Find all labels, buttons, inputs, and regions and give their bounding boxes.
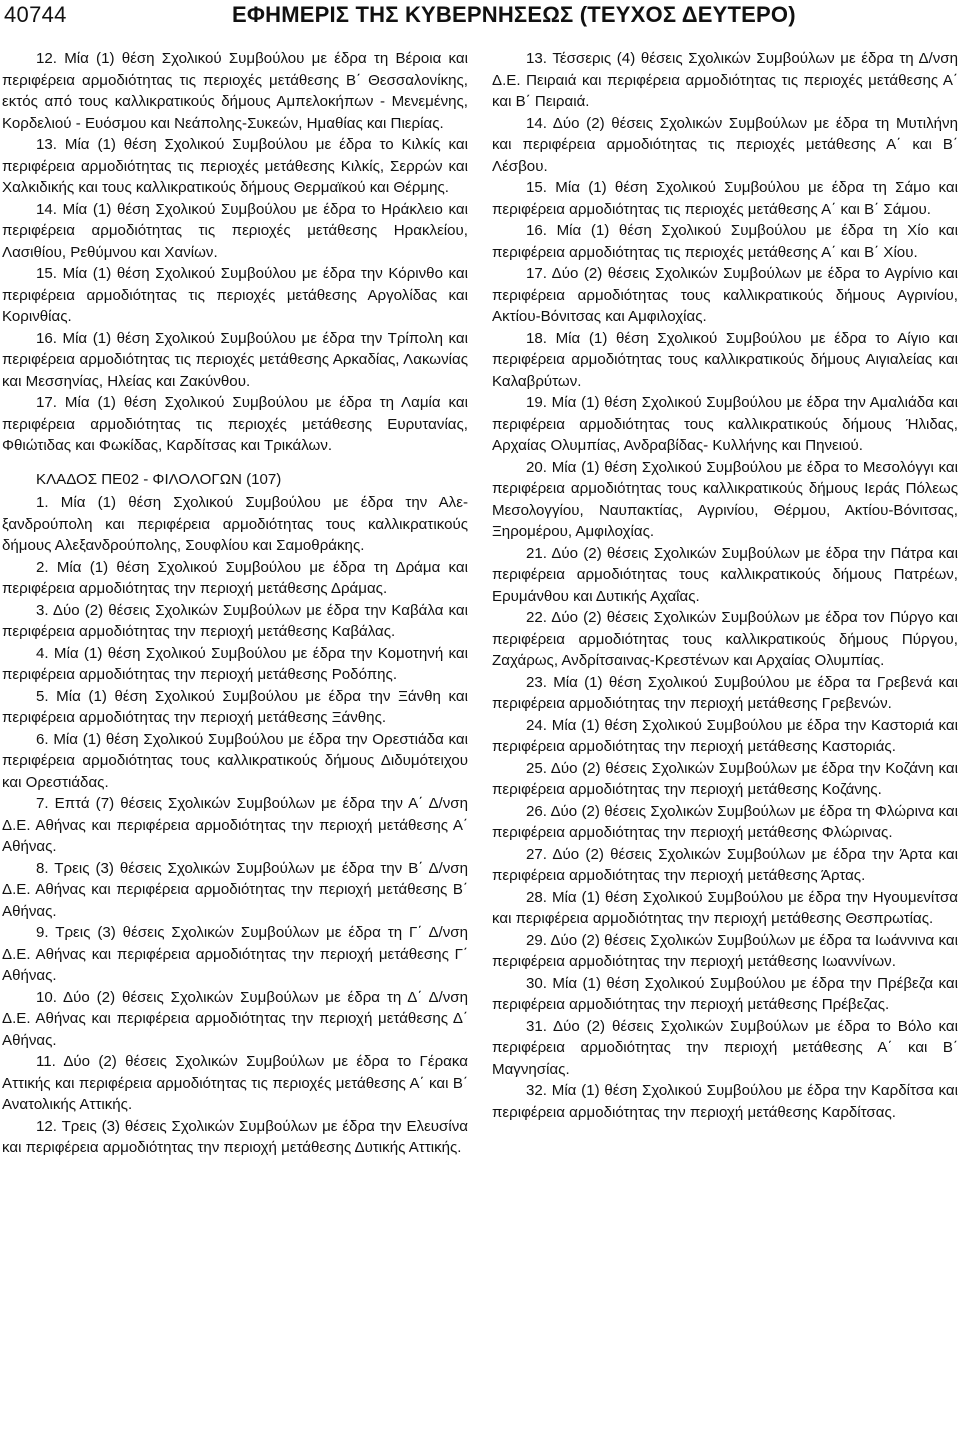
paragraph: 17. Μία (1) θέση Σχολικού Συμβούλου με έδρα τη Λαμία και περιφέρεια αρμοδιότητας τις περιοχές μετάθεσης Ευρυτανίας, Φθιώτιδας και Φωκίδας, Καρδίτσας και Τρικάλων. [2,394,468,454]
paragraph: 7. Επτά (7) θέσεις Σχολικών Συμβούλων με έδρα την Α΄ Δ/νση Δ.Ε. Αθήνας και περιφέρεια αρμοδιότητας την περιοχή μετάθεσης Α΄ Αθήνας. [2,795,468,855]
paragraph: 15. Μία (1) θέση Σχολικού Συμβούλου με έδρα την Κόρινθο και περιφέρεια αρμοδιότητας τις περιοχές μετάθεσης Αργολίδας και Κορινθίας. [2,265,468,325]
left-column [2,48,468,1159]
section-heading: ΚΛΑΔΟΣ ΠΕ02 ‑ ΦΙΛΟΛΟΓΩΝ (107) [36,470,282,488]
paragraph: 3. Δύο (2) θέσεις Σχολικών Συμβούλων με έδρα την Καβάλα και περιφέρεια αρμοδιότητας την περιοχή μετάθεσης Καβάλας. [2,601,468,640]
paragraph: 31. Δύο (2) θέσεις Σχολικών Συμβούλων με έδρα το Βόλο και περιφέρεια αρμοδιότητας την περιοχή μετάθεσης Α΄ και Β΄ Μαγνησίας. [492,1017,958,1078]
paragraph: 29. Δύο (2) θέσεις Σχολικών Συμβούλων με έδρα τα Ιωάννινα και περιφέρεια αρμοδιότητας την περιοχή μετάθεσης Ιωαννίνων. [492,931,958,970]
paragraph: 9. Τρεις (3) θέσεις Σχολικών Συμβούλων με έδρα τη Γ΄ Δ/νση Δ.Ε. Αθήνας και περιφέρεια αρμοδιότητας την περιοχή μετάθεσης Γ΄ Αθήνας. [2,924,468,984]
paragraph: 6. Μία (1) θέση Σχολικού Συμβούλου με έδρα την Ορεστιάδα και περιφέρεια αρμοδιότητας τους καλλικρατικούς δήμους Διδυμότειχου και Ορεστιάδας. [2,730,468,791]
paragraph: 2. Μία (1) θέση Σχολικού Συμβούλου με έδρα τη Δράμα και περιφέρεια αρμοδιότητας την περιοχή μετάθεσης Δράμας. [2,558,468,597]
paragraph: 18. Μία (1) θέση Σχολικού Συμβούλου με έδρα το Αίγιο και περιφέρεια αρμοδιότητας τους καλλικρατικούς δήμους Αιγιαλείας και Καλαβρύτων. [492,329,958,390]
paragraph: 26. Δύο (2) θέσεις Σχολικών Συμβούλων με έδρα τη Φλώρινα και περιφέρεια αρμοδιότητας την περιοχή μετάθεσης Φλώρινας. [492,802,958,841]
paragraph: 23. Μία (1) θέση Σχολικού Συμβούλου με έδρα τα Γρεβενά και περιφέρεια αρμοδιότητας την περιοχή μετάθεσης Γρεβενών. [492,673,958,712]
gazette-title: ΕΦΗΜΕΡΙΣ ΤΗΣ ΚΥΒΕΡΝΗΣΕΩΣ (ΤΕΥΧΟΣ ΔΕΥΤΕΡΟ) [232,2,796,27]
paragraph: 30. Μία (1) θέση Σχολικού Συμβούλου με έδρα την Πρέβεζα και περιφέρεια αρμοδιότητας την περιοχή μετάθεσης Πρέβεζας. [492,974,958,1013]
paragraph: 5. Μία (1) θέση Σχολικού Συμβούλου με έδρα την Ξάνθη και περιφέρεια αρμοδιότητας την περιοχή μετάθεσης Ξάνθης. [2,687,468,726]
paragraph: 12. Μία (1) θέση Σχολικού Συμβούλου με έδρα τη Βέροια και περιφέρεια αρμοδιότητας τις περιοχές μετάθεσης Β΄ Θεσσαλονίκης, εκτός από τους καλλικρατικούς δήμους Αμπελοκήπων ‑ Μενεμένης, Κορδελιού ‑ Ευόσμου και Νεάπολης‑Συκεών, Ημαθίας και Πιερίας. [2,50,468,132]
paragraph: 16. Μία (1) θέση Σχολικού Συμβούλου με έδρα τη Χίο και περιφέρεια αρμοδιότητας τις περιοχές μετάθεσης Α΄ και Β΄ Χίου. [492,222,958,261]
paragraph: 10. Δύο (2) θέσεις Σχολικών Συμβούλων με έδρα τη Δ΄ Δ/νση Δ.Ε. Αθήνας και περιφέρεια αρμοδιότητας την περιοχή μετάθεσης Δ΄ Αθήνας. [2,988,468,1049]
paragraph: 27. Δύο (2) θέσεις Σχολικών Συμβούλων με έδρα την Άρτα και περιφέρεια αρμοδιότητας την περιοχή μετάθεσης Άρτας. [492,845,958,884]
paragraph: 16. Μία (1) θέση Σχολικού Συμβούλου με έδρα την Τρίπολη και περιφέρεια αρμοδιότητας τις περιοχές μετάθεσης Αρκαδίας, Λακωνίας και Μεσσηνίας, Ηλείας και Ζακύνθου. [2,329,468,390]
paragraph: 13. Μία (1) θέση Σχολικού Συμβούλου με έδρα το Κιλκίς και περιφέρεια αρμοδιότητας τις περιοχές μετάθεσης Κιλκίς, Σερρών και Χαλκιδικής και τους καλλικρατικούς δήμους Θερμαϊκού και Θέρμης. [2,136,468,196]
right-column [492,48,958,1123]
paragraph: 14. Δύο (2) θέσεις Σχολικών Συμβούλων με έδρα τη Μυτιλήνη και περιφέρεια αρμοδιότητας τις περιοχές μετάθεσης Α΄ και Β΄ Λέσβου. [492,114,958,175]
paragraph: 12. Τρεις (3) θέσεις Σχολικών Συμβούλων με έδρα την Ελευσίνα και περιφέρεια αρμοδιότητας την περιοχή μετάθεσης Δυτικής Αττικής. [2,1117,468,1156]
paragraph: 25. Δύο (2) θέσεις Σχολικών Συμβούλων με έδρα την Κοζάνη και περιφέρεια αρμοδιότητας την περιοχή μετάθεσης Κοζάνης. [492,759,958,798]
paragraph: 32. Μία (1) θέση Σχολικού Συμβούλου με έδρα την Καρδίτσα και περιφέρεια αρμοδιότητας την περιοχή μετάθεσης Καρδίτσας. [492,1082,958,1121]
paragraph: 1. Μία (1) θέση Σχολικού Συμβούλου με έδρα την Αλεξανδρούπολη και περιφέρεια αρμοδιότητας τους καλλικρατικούς δήμους Αλεξανδρούπολης, Σουφλίου και Σαμοθράκης. [2,494,468,554]
page-number: 40744 [4,2,67,27]
paragraph: 28. Μία (1) θέση Σχολικού Συμβούλου με έδρα την Ηγουμενίτσα και περιφέρεια αρμοδιότητας την περιοχή μετάθεσης Θεσπρωτίας. [492,888,958,927]
paragraph: 20. Μία (1) θέση Σχολικού Συμβούλου με έδρα το Μεσολόγγι και περιφέρεια αρμοδιότητας τους καλλικρατικούς δήμους Ιεράς Πόλεως Μεσολογγίου, Ναυπακτίας, Αγρινίου, Θέρμου, Ακτίου‑Βόνιτσας, Ξηρομέρου, Αμφιλοχίας. [492,458,958,540]
paragraph: 19. Μία (1) θέση Σχολικού Συμβούλου με έδρα την Αμαλιάδα και περιφέρεια αρμοδιότητας τους καλλικρατικούς δήμους Ήλιδας, Αρχαίας Ολυμπίας, Ανδραβίδας‑ Κυλλήνης και Πηνειού. [492,394,958,454]
paragraph: 14. Μία (1) θέση Σχολικού Συμβούλου με έδρα το Ηράκλειο και περιφέρεια αρμοδιότητας τις περιοχές μετάθεσης Ηρακλείου, Λασιθίου, Ρεθύμνου και Χανίων. [2,200,468,261]
paragraph: 4. Μία (1) θέση Σχολικού Συμβούλου με έδρα την Κομοτηνή και περιφέρεια αρμοδιότητας την περιοχή μετάθεσης Ροδόπης. [2,644,468,683]
paragraph: 8. Τρεις (3) θέσεις Σχολικών Συμβούλων με έδρα την Β΄ Δ/νση Δ.Ε. Αθήνας και περιφέρεια αρμοδιότητας την περιοχή μετάθεσης Β΄ Αθήνας. [2,859,468,920]
paragraph: 13. Τέσσερις (4) θέσεις Σχολικών Συμβούλων με έδρα τη Δ/νση Δ.Ε. Πειραιά και περιφέρεια αρμοδιότητας τις περιοχές μετάθεσης Α΄ και Β΄ Πειραιά. [492,50,958,110]
paragraph: 24. Μία (1) θέση Σχολικού Συμβούλου με έδρα την Καστοριά και περιφέρεια αρμοδιότητας την περιοχή μετάθεσης Καστοριάς. [492,716,958,755]
paragraph: 15. Μία (1) θέση Σχολικού Συμβούλου με έδρα τη Σάμο και περιφέρεια αρμοδιότητας τις περιοχές μετάθεσης Α΄ και Β΄ Σάμου. [492,179,958,218]
paragraph: 11. Δύο (2) θέσεις Σχολικών Συμβούλων με έδρα το Γέρακα Αττικής και περιφέρεια αρμοδιότητας τις περιοχές μετάθεσης Α΄ και Β΄ Ανατολικής Αττικής. [2,1053,468,1113]
paragraph: 17. Δύο (2) θέσεις Σχολικών Συμβούλων με έδρα το Αγρίνιο και περιφέρεια αρμοδιότητας τους καλλικρατικούς δήμους Αγρινίου, Ακτίου‑Βόνιτσας και Αμφιλοχίας. [492,265,958,325]
page-header [0,0,960,34]
paragraph: 22. Δύο (2) θέσεις Σχολικών Συμβούλων με έδρα τον Πύργο και περιφέρεια αρμοδιότητας τους καλλικρατικούς δήμους Πύργου, Ζαχάρως, Ανδρίτσαινας‑Κρεστένων και Αρχαίας Ολυμπίας. [492,609,958,669]
paragraph: 21. Δύο (2) θέσεις Σχολικών Συμβούλων με έδρα την Πάτρα και περιφέρεια αρμοδιότητας τους καλλικρατικούς δήμους Πατρέων, Ερυμάνθου και Δυτικής Αχαΐας. [492,544,958,605]
